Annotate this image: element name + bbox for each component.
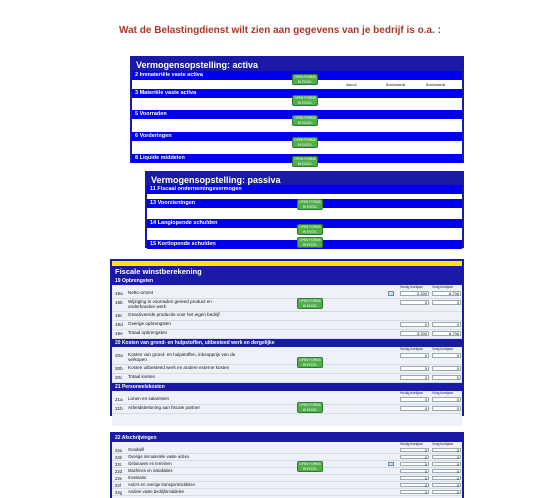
open-forms-button-passiva-1[interactable]: OPEN FORMS IN EXCEL	[297, 199, 323, 210]
input-huidig[interactable]: 0	[400, 483, 429, 488]
row-label: Lonen en salarissen	[128, 396, 170, 401]
row-code: 22f	[115, 483, 121, 488]
row-code: 22b	[115, 455, 122, 460]
input-huidig[interactable]: 3.339	[400, 291, 429, 296]
row-label: Arbeidsbeloning aan fiscale partner	[128, 405, 201, 410]
row-code: 22d	[115, 469, 122, 474]
table-row	[112, 482, 462, 489]
total-vorig: 0	[432, 375, 461, 380]
open-forms-button-activa-5[interactable]: OPEN FORMS IN EXCEL	[292, 156, 318, 167]
input-vorig[interactable]: 0	[432, 397, 461, 402]
input-huidig[interactable]: 0	[400, 469, 429, 474]
row-code: 20b	[115, 366, 123, 371]
input-vorig[interactable]: 0	[432, 406, 461, 411]
input-vorig[interactable]: 0	[432, 455, 461, 460]
row-label: Gebouwen en terreinen	[128, 461, 172, 466]
input-huidig[interactable]: 0	[400, 448, 429, 453]
open-forms-button-kosten[interactable]: OPEN FORMS IN EXCEL	[297, 357, 323, 368]
row-code: 19a	[115, 291, 123, 296]
passiva-section-langlopend: 14 Langlopende schulden	[147, 219, 462, 228]
input-vorig[interactable]: 0	[432, 366, 461, 371]
section-kosten: 20 Kosten van grond- en hulpstoffen, uitbesteed werk en dergelijke	[112, 339, 462, 347]
col-aanvul: Aanvul	[346, 83, 357, 87]
input-huidig[interactable]: 0	[400, 462, 429, 467]
input-huidig[interactable]: 0	[400, 353, 429, 358]
input-vorig[interactable]: 0	[432, 353, 461, 358]
row-label: Overige immateriële vaste activa	[128, 454, 189, 459]
row-label: Wijziging in voorraden gereed product en onderhanden werk	[128, 299, 212, 309]
passiva-title: Vermogensopstelling: passiva	[147, 173, 462, 187]
table-row	[112, 321, 462, 330]
row-code: 19e	[115, 331, 123, 336]
row-code: 21a	[115, 397, 123, 402]
col-vorig-4: Vorig boekjaar	[432, 442, 454, 446]
row-code: 20a	[115, 353, 123, 358]
input-huidig[interactable]: 0	[400, 490, 429, 495]
row-code: 19d	[115, 322, 123, 327]
row-label: Netto-omzet	[128, 290, 154, 295]
total-huidig: 3.339	[400, 331, 429, 336]
table-row	[112, 290, 462, 299]
section-personeel: 21 Personeelskosten	[112, 383, 462, 391]
passiva-section-ondernemingsvermogen: 11 Fiscaal ondernemingsvermogen	[147, 185, 462, 194]
input-huidig[interactable]: 0	[400, 366, 429, 371]
input-huidig[interactable]: 0	[400, 476, 429, 481]
input-vorig[interactable]: 0	[432, 483, 461, 488]
fiscaal-title: Fiscale winstberekening	[112, 266, 462, 277]
row-label: Goodwill	[128, 447, 145, 452]
fiscale-winstberekening-panel	[110, 259, 464, 416]
row-label: Auto's en overige transportmiddelen	[128, 482, 195, 487]
afschrijvingen-rows	[112, 442, 462, 496]
total-huidig: 0	[400, 375, 429, 380]
open-forms-button-passiva-3[interactable]: OPEN FORMS IN EXCEL	[297, 237, 323, 248]
col-vorig-3: Vorig boekjaar	[432, 391, 454, 395]
table-row	[112, 489, 462, 496]
table-row	[112, 374, 462, 383]
input-huidig[interactable]: 0	[400, 406, 429, 411]
table-row	[112, 475, 462, 482]
open-forms-button-activa-3[interactable]: OPEN FORMS IN EXCEL	[292, 115, 318, 126]
row-code: 22a	[115, 448, 122, 453]
open-forms-button-opbrengsten[interactable]: OPEN FORMS IN EXCEL	[297, 298, 323, 309]
section-afschrijvingen: 22 Afschrijvingen	[112, 434, 462, 442]
table-row	[112, 454, 462, 461]
row-code: 20c	[115, 375, 123, 380]
open-forms-button-activa-4[interactable]: OPEN FORMS IN EXCEL	[292, 137, 318, 148]
input-vorig[interactable]: 6.736	[432, 291, 461, 296]
input-huidig[interactable]: 0	[400, 300, 429, 305]
activa-section-immaterieel: 2 Immateriële vaste activa	[132, 71, 462, 80]
col-huidig-2: Huidig boekjaar	[400, 347, 423, 351]
table-row	[112, 330, 462, 339]
input-huidig[interactable]: 0	[400, 455, 429, 460]
total-vorig: 6.736	[432, 331, 461, 336]
row-label: Machines en installaties	[128, 468, 173, 473]
row-code: 22e	[115, 476, 122, 481]
row-label: Overige opbrengsten	[128, 321, 171, 326]
row-label: Geactiveerde productie voor het eigen bedrijf	[128, 312, 220, 317]
input-vorig[interactable]: 0	[432, 300, 461, 305]
col-vorig-1: Vorig boekjaar	[432, 285, 454, 289]
table-row	[112, 299, 462, 312]
table-row	[112, 447, 462, 454]
row-code: 19c	[115, 313, 123, 318]
row-code: 19b	[115, 300, 123, 305]
input-vorig[interactable]: 0	[432, 322, 461, 327]
row-label: Kosten van grond- en hulpstoffen, inkoopprijs van de verkopen	[128, 352, 236, 362]
col-huidig-1: Huidig boekjaar	[400, 285, 423, 289]
input-huidig[interactable]: 0	[400, 322, 429, 327]
afschrijvingen-panel	[110, 432, 464, 498]
activa-section-materieel: 3 Materiële vaste activa	[132, 89, 462, 98]
row-label: Totaal kosten	[128, 374, 156, 379]
col-vorig-2: Vorig boekjaar	[432, 347, 454, 351]
row-code: 22g	[115, 490, 122, 495]
row-code: 22c	[115, 462, 122, 467]
input-vorig[interactable]: 0	[432, 448, 461, 453]
input-huidig[interactable]: 0	[400, 397, 429, 402]
section-opbrengsten: 19 Opbrengsten	[112, 277, 462, 285]
col-boekwaarde-2: Boekwaarde	[426, 83, 446, 87]
input-vorig[interactable]: 0	[432, 469, 461, 474]
activa-section-vorderingen: 6 Vorderingen	[132, 132, 462, 141]
table-row	[112, 468, 462, 475]
table-row	[112, 358, 462, 374]
open-forms-button-afschrijvingen[interactable]: OPEN FORMS IN EXCEL	[297, 461, 323, 472]
col-huidig-4: Huidig boekjaar	[400, 442, 423, 446]
row-label: Totaal opbrengsten	[128, 330, 168, 335]
opbrengsten-rows	[112, 285, 462, 339]
table-row	[112, 312, 462, 321]
kosten-rows	[112, 347, 462, 383]
activa-section-liquide: 8 Liquide middelen	[132, 154, 462, 163]
row-label: Inventaris	[128, 475, 147, 480]
passiva-section-voorzieningen: 13 Voorzieningen	[147, 199, 462, 208]
row-code: 21b	[115, 406, 123, 411]
table-row	[112, 352, 462, 365]
row-label: Andere vaste bedrijfsmiddelen	[128, 489, 185, 494]
table-row	[112, 396, 462, 405]
personeel-rows	[112, 391, 462, 426]
col-boekwaarde-1: Boekwaarde	[386, 83, 406, 87]
open-forms-button-passiva-2[interactable]: OPEN FORMS IN EXCEL	[297, 224, 323, 235]
input-vorig[interactable]: 0	[432, 462, 461, 467]
activa-section-voorraden: 5 Voorraden	[132, 110, 462, 119]
row-label: Kosten uitbesteed werk en andere externe kosten	[128, 365, 230, 370]
passiva-panel	[145, 171, 464, 248]
col-huidig-3: Huidig boekjaar	[400, 391, 423, 395]
activa-panel	[130, 56, 464, 166]
activa-title: Vermogensopstelling: activa	[132, 58, 462, 72]
open-forms-button-activa-1[interactable]: OPEN FORMS IN EXCEL	[292, 74, 318, 85]
edit-icon[interactable]	[388, 291, 394, 296]
passiva-section-kortlopend: 15 Kortlopende schulden	[147, 240, 462, 249]
table-row	[112, 405, 462, 414]
input-vorig[interactable]: 0	[432, 490, 461, 495]
open-forms-button-activa-2[interactable]: OPEN FORMS IN EXCEL	[292, 95, 318, 106]
open-forms-button-personeel[interactable]: OPEN FORMS IN EXCEL	[297, 402, 323, 413]
input-vorig[interactable]: 0	[432, 476, 461, 481]
page-title: Wat de Belastingdienst wilt zien aan gegevens van je bedrijf is o.a. :	[119, 25, 441, 36]
edit-icon[interactable]	[388, 462, 394, 467]
